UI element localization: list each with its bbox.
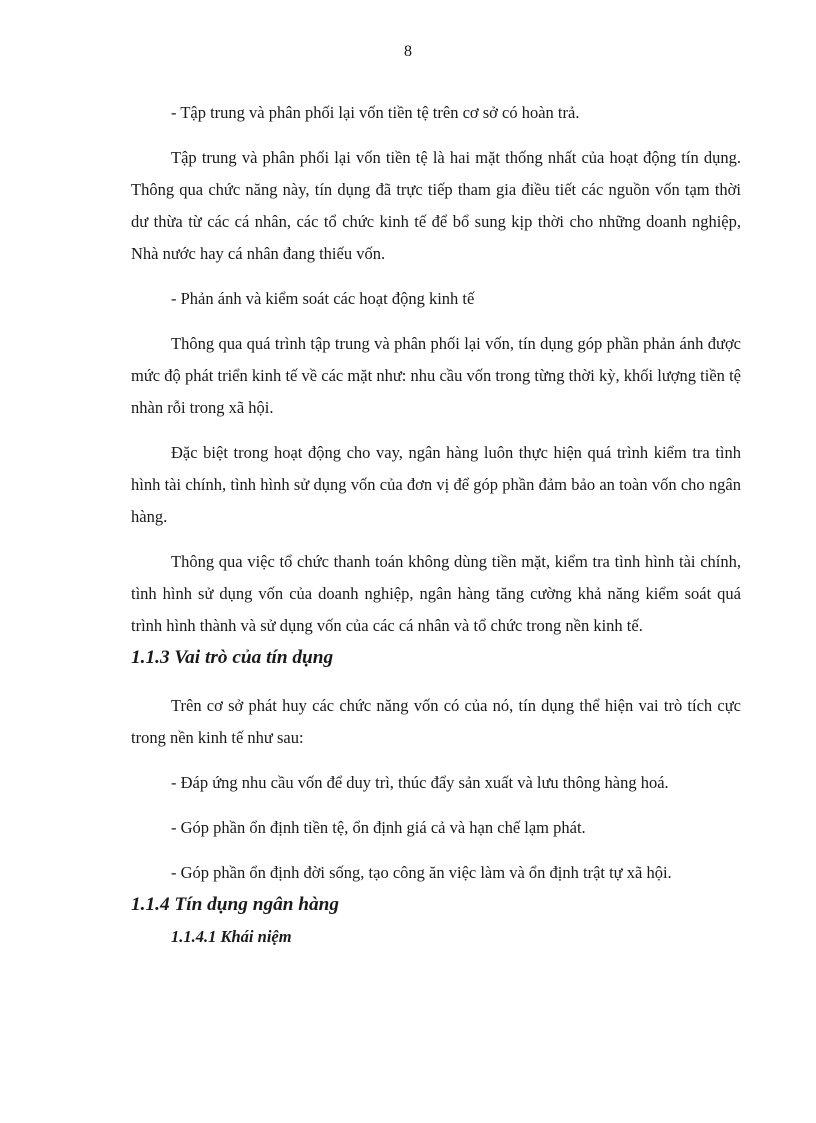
paragraph-bank-lending: Đặc biệt trong hoạt động cho vay, ngân hàng luôn thực hiện quá trình kiểm tra tình hình tài chính, tình hình sử dụng vốn của đơn vị để góp phần đảm bảo an toàn vốn cho ngân hàng. <box>131 443 741 526</box>
page-number: 8 <box>404 43 412 60</box>
section-heading-role-of-credit: 1.1.3 Vai trò của tín dụng <box>131 647 334 668</box>
bullet-social-stability: - Góp phần ổn định đời sống, tạo công ăn việc làm và ổn định trật tự xã hội. <box>171 863 672 882</box>
bullet-currency-stability: - Góp phần ổn định tiền tệ, ổn định giá cả và hạn chế lạm phát. <box>171 818 586 837</box>
section-heading-bank-credit: 1.1.4 Tín dụng ngân hàng <box>131 894 340 915</box>
paragraph-reflect-economy: Thông qua quá trình tập trung và phân phối lại vốn, tín dụng góp phần phản ánh được mức độ phát triển kinh tế về các mặt như: nhu cầu vốn trong từng thời kỳ, khối lượng tiền tệ nhàn rỗi trong xã hội. <box>131 334 741 417</box>
subsection-heading-concept: 1.1.4.1 Khái niệm <box>171 927 292 946</box>
bullet-capital-concentration: - Tập trung và phân phối lại vốn tiền tệ trên cơ sở có hoàn trả. <box>171 103 580 122</box>
paragraph-role-intro: Trên cơ sở phát huy các chức năng vốn có của nó, tín dụng thể hiện vai trò tích cực trong nền kinh tế như sau: <box>131 696 741 747</box>
page-body <box>131 97 741 953</box>
bullet-reflect-control: - Phản ánh và kiểm soát các hoạt động kinh tế <box>171 289 475 308</box>
bullet-capital-demand: - Đáp ứng nhu cầu vốn để duy trì, thúc đẩy sản xuất và lưu thông hàng hoá. <box>171 773 669 792</box>
paragraph-cashless-payment: Thông qua việc tổ chức thanh toán không dùng tiền mặt, kiểm tra tình hình tài chính, tình hình sử dụng vốn của doanh nghiệp, ngân hàng tăng cường khả năng kiểm soát quá trình hình thành và sử dụng vốn của các cá nhân và tổ chức trong nền kinh tế. <box>131 552 741 635</box>
paragraph-credit-function: Tập trung và phân phối lại vốn tiền tệ là hai mặt thống nhất của hoạt động tín dụng. Thông qua chức năng này, tín dụng đã trực tiếp tham gia điều tiết các nguồn vốn tạm thời dư thừa từ các cá nhân, các tổ chức kinh tế để bổ sung kịp thời cho những doanh nghiệp, Nhà nước hay cá nhân đang thiếu vốn. <box>131 148 741 263</box>
